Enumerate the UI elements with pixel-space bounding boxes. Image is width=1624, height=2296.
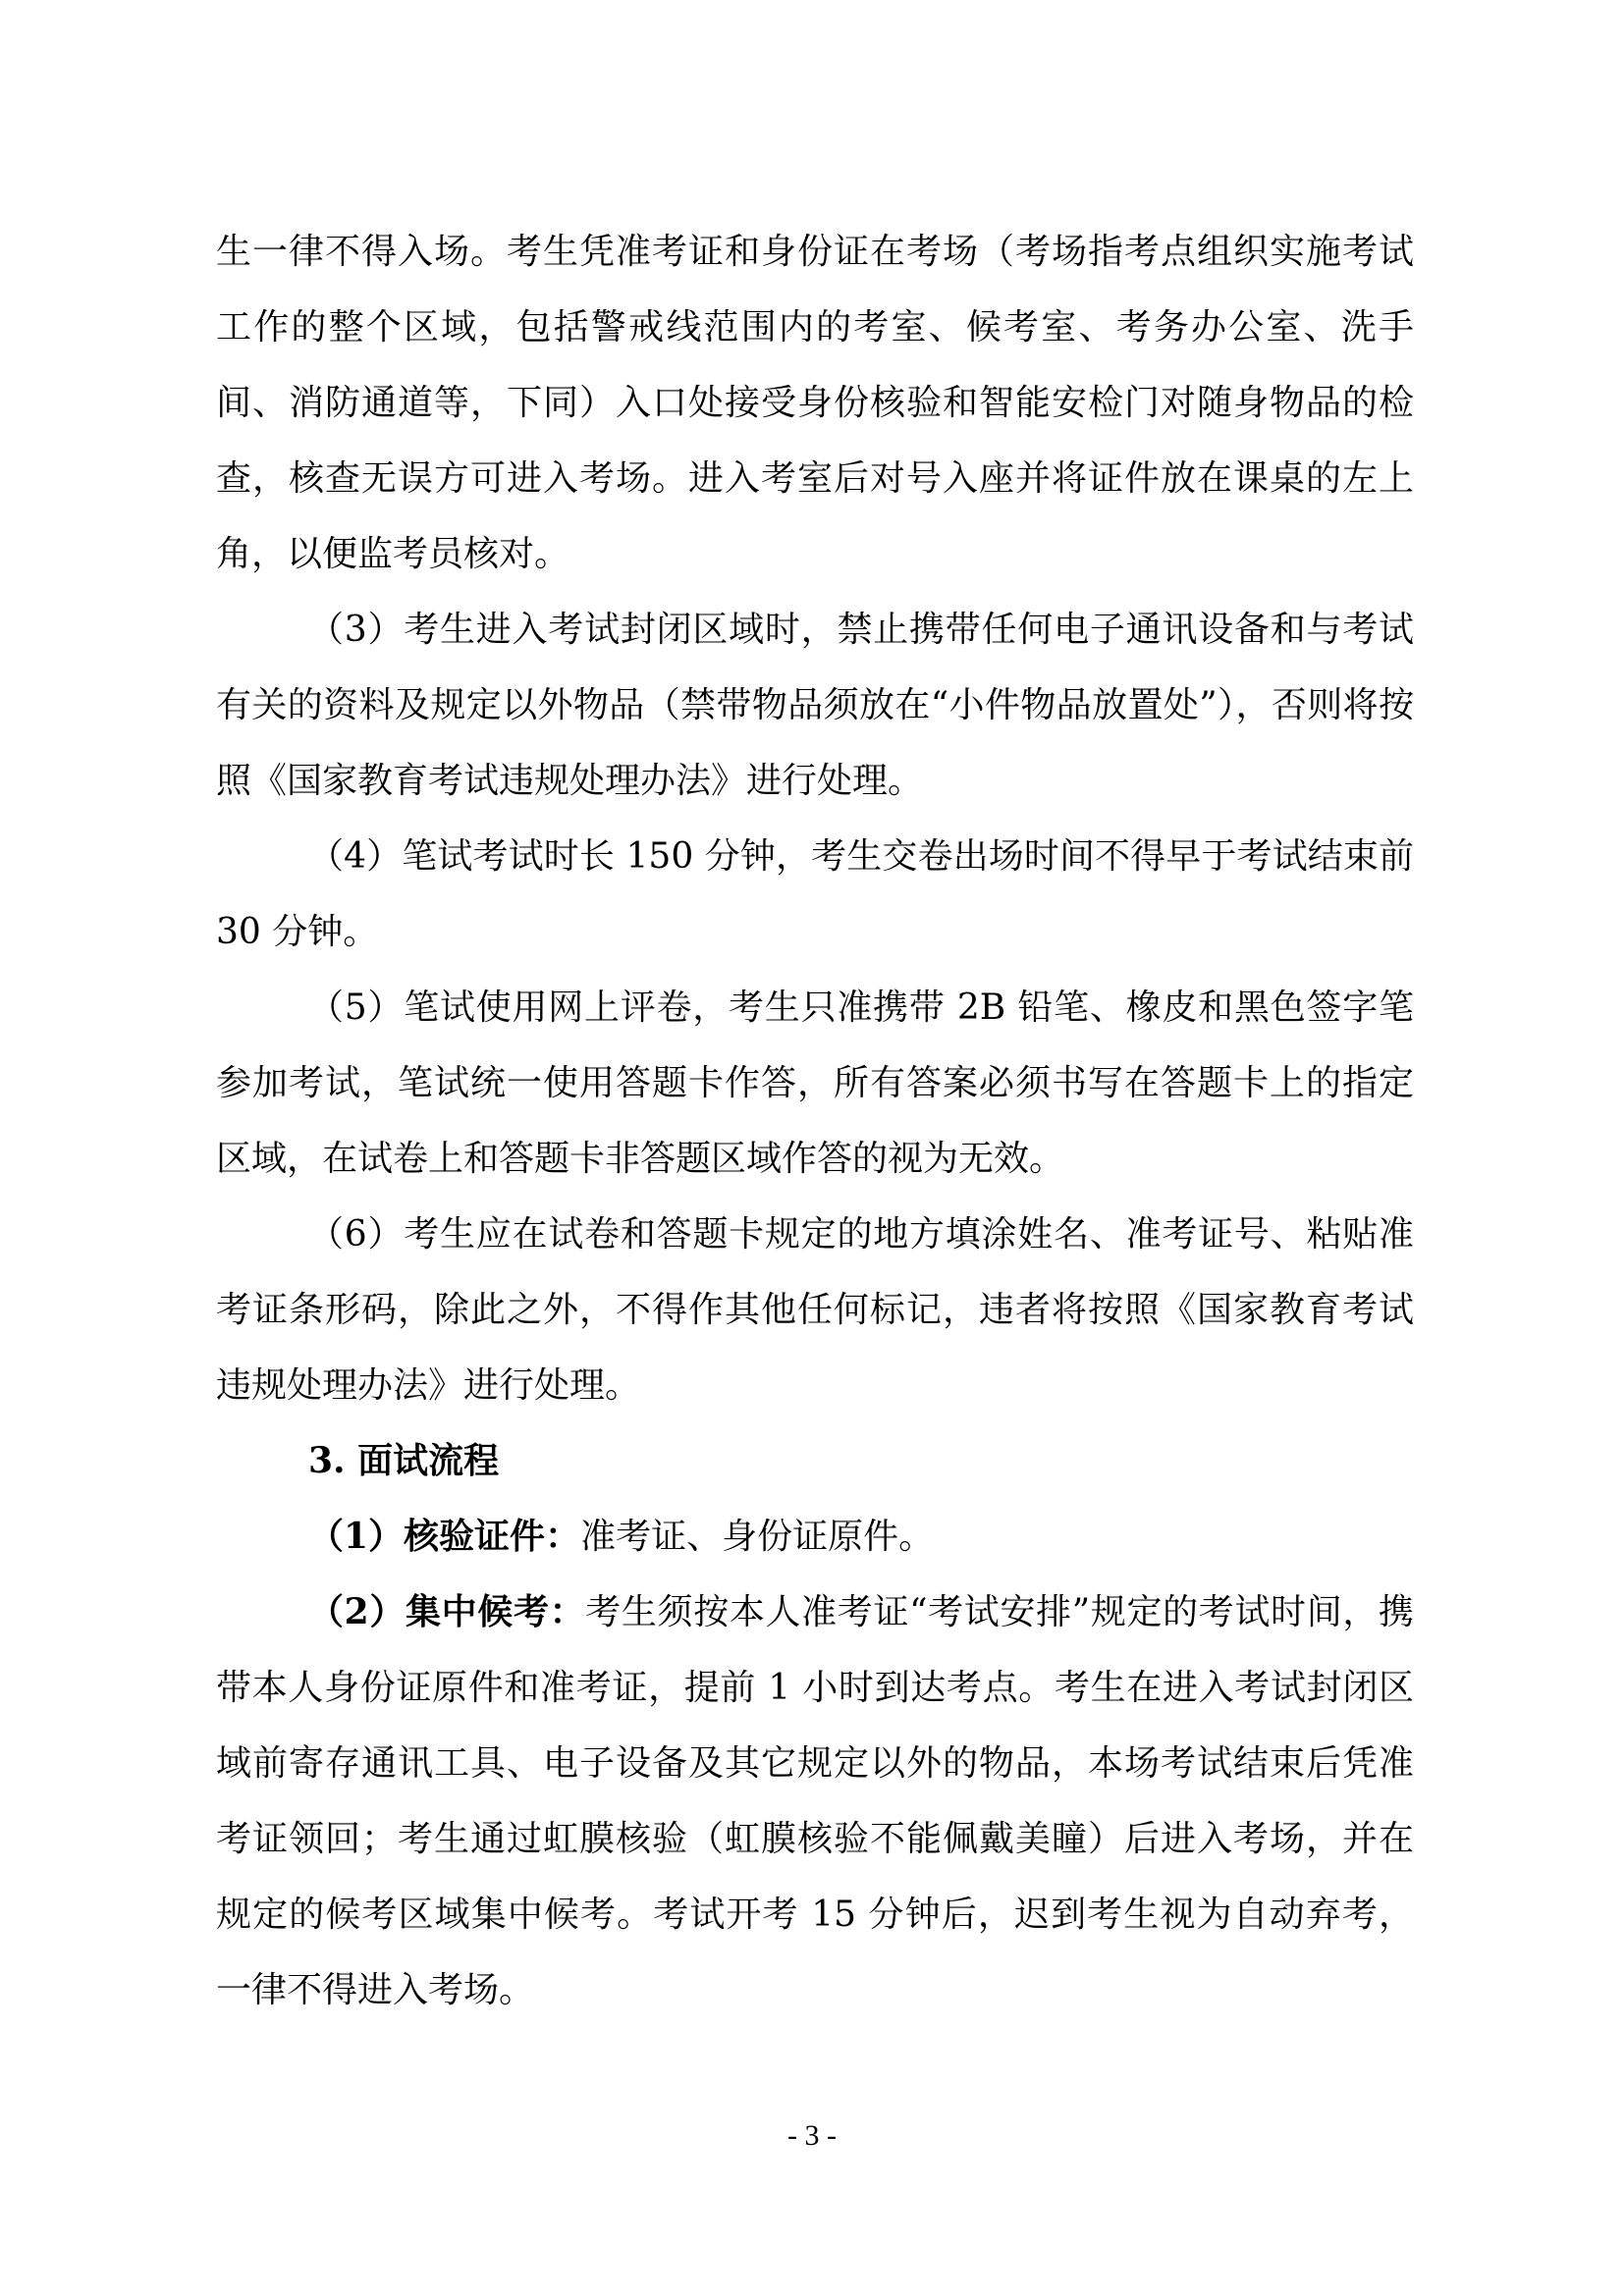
document-body [216,214,1414,2028]
paragraph-centralized-waiting [216,1575,1414,2028]
page-number: - 3 - [787,2119,837,2152]
paragraph-item-3: （3）考生进入考试封闭区域时，禁止携带任何电子通讯设备和与考试有关的资料及规定以外物品（禁带物品须放在“小件物品放置处”），否则将按照《国家教育考试违规处理办法》进行处理。 [216,610,1414,801]
step-label: （2）集中候考： [308,1591,586,1632]
step-text: 准考证、身份证原件。 [580,1517,935,1557]
step-text: 考生须按本人准考证“考试安排”规定的考试时间，携带本人身份证原件和准考证，提前 1 小时到达考点。考生在进入考试封闭区域前寄存通讯工具、电子设备及其它规定以外的物品，本场考试结束后凭准考证领回；考生通过虹膜核验（虹膜核验不能佩戴美瞳）后进入考场，并在规定的候考区域集中候考。考试开考 15 分钟后，迟到考生视为自动弃考，一律不得进入考场。 [216,1592,1414,2010]
paragraph-item-5: （5）笔试使用网上评卷，考生只准携带 2B 铅笔、橡皮和黑色签字笔参加考试，笔试统一使用答题卡作答，所有答案必须书写在答题卡上的指定区域，在试卷上和答题卡非答题区域作答的视为无效。 [216,988,1414,1179]
section-heading: 3. 面试流程 [308,1440,500,1481]
paragraph-item-6: （6）考生应在试卷和答题卡规定的地方填涂姓名、准考证号、粘贴准考证条形码，除此之外，不得作其他任何标记，违者将按照《国家教育考试违规处理办法》进行处理。 [216,1214,1414,1406]
step-label: （1）核验证件： [308,1516,581,1557]
paragraph-continuation: 生一律不得入场。考生凭准考证和身份证在考场（考场指考点组织实施考试工作的整个区域，包括警戒线范围内的考室、候考室、考务办公室、洗手间、消防通道等，下同）入口处接受身份核验和智能安检门对随身物品的检查，核查无误方可进入考场。进入考室后对号入座并将证件放在课桌的左上角，以便监考员核对。 [216,232,1414,574]
paragraph-verify-documents [216,1499,1414,1575]
paragraph-item-4: （4）笔试考试时长 150 分钟，考生交卷出场时间不得早于考试结束前 30 分钟。 [216,836,1414,952]
